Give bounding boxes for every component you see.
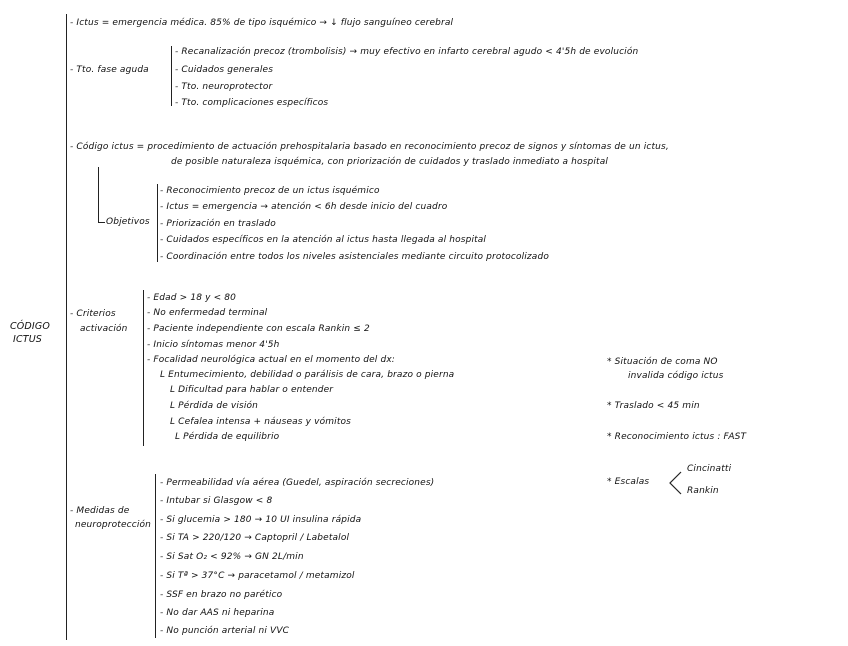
- medida-item: - No punción arterial ni VVC: [160, 626, 290, 636]
- escalas-bracket: [667, 470, 683, 496]
- root-title-line2: ICTUS: [13, 334, 42, 345]
- objetivo-item: - Reconocimiento precoz de un ictus isquémico: [160, 186, 380, 196]
- main-bracket-line: [66, 14, 67, 640]
- objetivos-bracket-line: [157, 184, 158, 262]
- criterios-bracket-line: [143, 290, 144, 446]
- medida-item: - Permeabilidad vía aérea (Guedel, aspiración secreciones): [160, 478, 435, 488]
- criterio-item: - Edad > 18 y < 80: [147, 293, 237, 303]
- focalidad-item: L Pérdida de visión: [170, 401, 259, 411]
- tto-fase-aguda-label: - Tto. fase aguda: [70, 65, 149, 75]
- focalidad-item: L Cefalea intensa + náuseas y vómitos: [170, 417, 352, 427]
- criterio-item: - No enfermedad terminal: [147, 308, 268, 318]
- codigo-ictus-definition-line2: de posible naturaleza isquémica, con priorización de cuidados y traslado inmediato a hospital: [171, 157, 609, 167]
- tto-bracket-line: [171, 46, 172, 106]
- medida-item: - No dar AAS ni heparina: [160, 608, 275, 618]
- intro-line: - Ictus = emergencia médica. 85% de tipo isquémico → ↓ flujo sanguíneo cerebral: [70, 18, 454, 28]
- medida-item: - Si Tª > 37°C → paracetamol / metamizol: [160, 571, 355, 581]
- medidas-label-line1: - Medidas de: [70, 506, 130, 516]
- escala-item: Cincinatti: [687, 464, 732, 474]
- note-traslado: * Traslado < 45 min: [607, 401, 700, 411]
- focalidad-item: L Dificultad para hablar o entender: [170, 385, 334, 395]
- note-coma-cont: invalida código ictus: [628, 371, 724, 381]
- focalidad-item: L Entumecimiento, debilidad o parálisis de cara, brazo o pierna: [160, 370, 455, 380]
- objetivos-connector-horizontal: [98, 222, 105, 223]
- medida-item: - Si Sat O₂ < 92% → GN 2L/min: [160, 552, 304, 562]
- tto-item: - Tto. complicaciones específicos: [175, 98, 329, 108]
- tto-item: - Recanalización precoz (trombolisis) → muy efectivo en infarto cerebral agudo < 4'5h de evolución: [175, 47, 639, 57]
- codigo-ictus-definition-line1: - Código ictus = procedimiento de actuación prehospitalaria basado en reconocimiento precoz de signos y síntomas de un ictus,: [70, 142, 669, 152]
- note-fast: * Reconocimiento ictus : FAST: [607, 432, 747, 442]
- criterio-item: - Inicio síntomas menor 4'5h: [147, 340, 280, 350]
- criterios-label-line2: activación: [80, 324, 128, 334]
- objetivos-connector-vertical: [98, 167, 99, 223]
- tto-item: - Cuidados generales: [175, 65, 274, 75]
- medida-item: - Si TA > 220/120 → Captopril / Labetalol: [160, 533, 350, 543]
- medida-item: - Si glucemia > 180 → 10 UI insulina rápida: [160, 515, 362, 525]
- tto-item: - Tto. neuroprotector: [175, 82, 273, 92]
- note-coma: * Situación de coma NO: [607, 357, 718, 367]
- focalidad-item: L Pérdida de equilibrio: [175, 432, 280, 442]
- medida-item: - SSF en brazo no parético: [160, 590, 283, 600]
- medidas-label-line2: neuroprotección: [75, 520, 151, 530]
- objetivos-label: Objetivos: [106, 217, 150, 227]
- criterio-item: - Paciente independiente con escala Rankin ≤ 2: [147, 324, 370, 334]
- objetivo-item: - Coordinación entre todos los niveles asistenciales mediante circuito protocolizado: [160, 252, 549, 262]
- objetivo-item: - Ictus = emergencia → atención < 6h desde inicio del cuadro: [160, 202, 448, 212]
- medidas-bracket-line: [155, 474, 156, 638]
- criterio-item: - Focalidad neurológica actual en el momento del dx:: [147, 355, 395, 365]
- objetivo-item: - Cuidados específicos en la atención al ictus hasta llegada al hospital: [160, 235, 487, 245]
- criterios-label-line1: - Criterios: [70, 309, 116, 319]
- escalas-label: * Escalas: [607, 477, 650, 487]
- root-title-line1: CÓDIGO: [10, 321, 50, 332]
- medida-item: - Intubar si Glasgow < 8: [160, 496, 273, 506]
- objetivo-item: - Priorización en traslado: [160, 219, 276, 229]
- escala-item: Rankin: [687, 486, 719, 496]
